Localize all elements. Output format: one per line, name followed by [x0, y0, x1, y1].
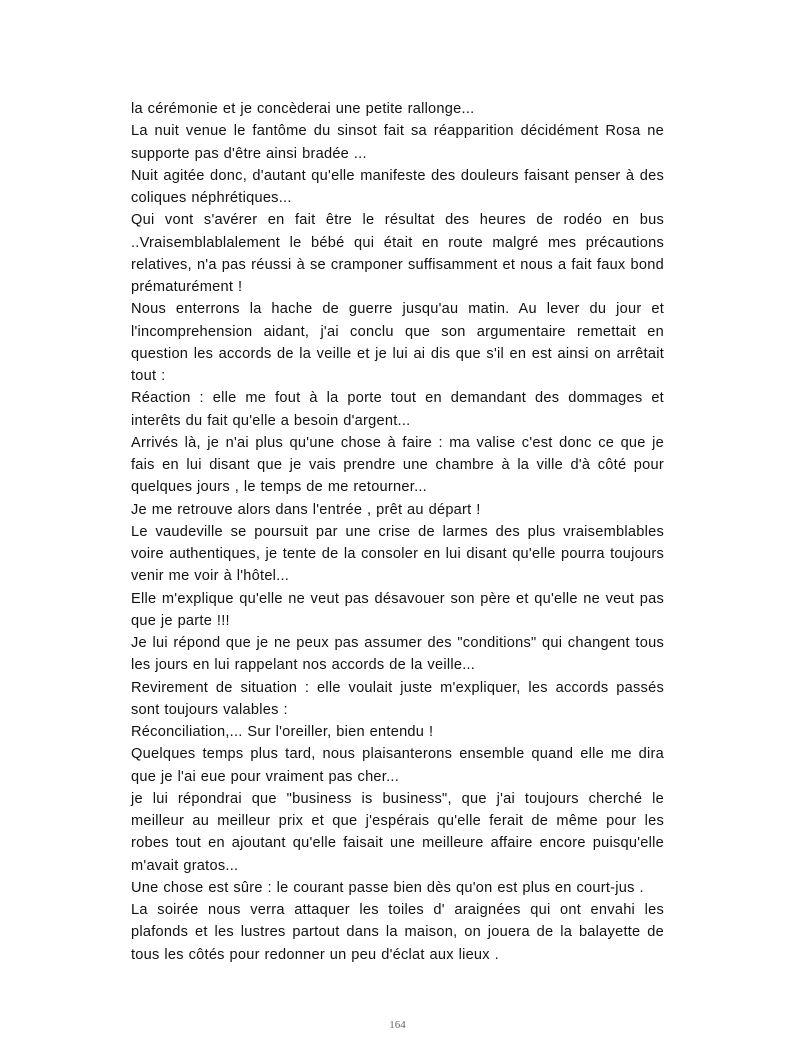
paragraph: Je me retrouve alors dans l'entrée , prêt au départ !: [131, 501, 481, 518]
paragraph: Arrivés là, je n'ai plus qu'une chose à faire : ma valise c'est donc ce que je fais en lui disant que je vais prendre une chambre à la ville d'à côté pour quelques jours , le temps de me retourner...: [131, 434, 664, 496]
paragraph: Réconciliation,... Sur l'oreiller, bien entendu !: [131, 724, 434, 740]
page-number: 164: [389, 1019, 406, 1031]
paragraph: la cérémonie et je concèderai une petite rallonge...: [131, 101, 475, 117]
page-body: [131, 98, 664, 966]
paragraph: Le vaudeville se poursuit par une crise de larmes des plus vraisemblables voire authentiques, je tente de la consoler en lui disant qu'elle pourra toujours venir me voir à l'hôtel...: [131, 523, 664, 585]
paragraph: Quelques temps plus tard, nous plaisanterons ensemble quand elle me dira que je l'ai eue pour vraiment pas cher...: [131, 746, 664, 785]
paragraph: La nuit venue le fantôme du sinsot fait sa réapparition décidément Rosa ne supporte pas d'être ainsi bradée ...: [131, 123, 664, 162]
paragraph: Elle m'explique qu'elle ne veut pas désavouer son père et qu'elle ne veut pas que je parte !!!: [131, 590, 664, 629]
paragraph: Une chose est sûre : le courant passe bien dès qu'on est plus en court-jus .: [131, 879, 644, 896]
paragraph: Revirement de situation : elle voulait juste m'expliquer, les accords passés sont toujours valables :: [131, 679, 664, 718]
paragraph: Je lui répond que je ne peux pas assumer des "conditions" qui changent tous les jours en lui rappelant nos accords de la veille...: [131, 635, 664, 674]
paragraph: Nuit agitée donc, d'autant qu'elle manifeste des douleurs faisant penser à des coliques néphrétiques...: [131, 167, 664, 206]
paragraph: La soirée nous verra attaquer les toiles d' araignées qui ont envahi les plafonds et les lustres partout dans la maison, on jouera de la balayette de tous les côtés pour redonner un peu d'éclat aux lieux .: [131, 902, 664, 963]
paragraph: Qui vont s'avérer en fait être le résultat des heures de rodéo en bus ..Vraisemblablalement le bébé qui était en route malgré mes précautions relatives, n'a pas réussi à se cramponer suffisamment et nous a fait faux bond prématurément !: [131, 212, 664, 295]
paragraph: Nous enterrons la hache de guerre jusqu'au matin. Au lever du jour et l'incomprehension aidant, j'ai conclu que son argumentaire remettait en question les accords de la veille et je lui ai dis que s'il en est ainsi on arrêtait tout :: [131, 301, 664, 384]
paragraph: Réaction : elle me fout à la porte tout en demandant des dommages et interêts du fait qu'elle a besoin d'argent...: [131, 390, 664, 429]
paragraph: je lui répondrai que "business is business", que j'ai toujours cherché le meilleur au meilleur prix et que j'espérais qu'elle ferait de même pour les robes tout en ajoutant qu'elle faisait une meilleure affaire encore puisqu'elle m'avait gratos...: [131, 790, 664, 874]
